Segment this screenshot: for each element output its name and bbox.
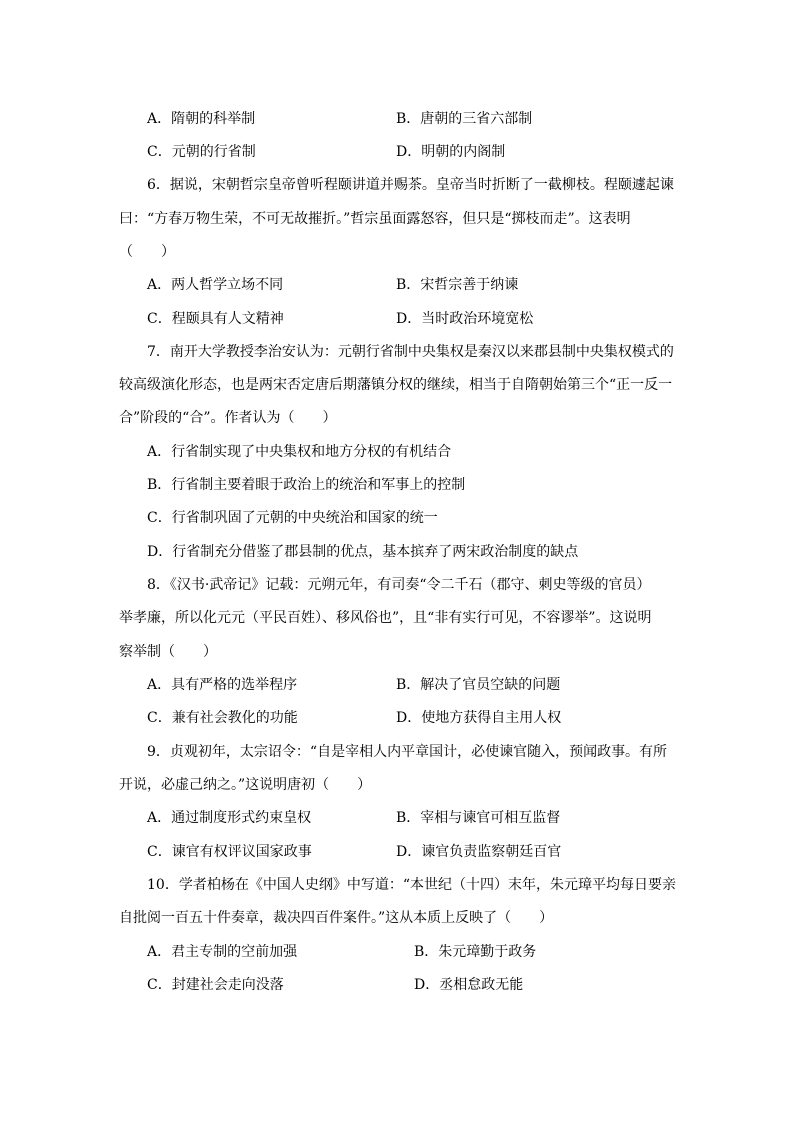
q7-stem-line-3: 合”阶段的“合”。作者认为（ ） bbox=[119, 410, 337, 426]
q6-stem-line-1: 6．据说，宋朝哲宗皇帝曾听程颐讲道并赐茶。皇帝当时折断了一截柳枝。程颐遽起谏 bbox=[147, 177, 674, 193]
q6-option-d[interactable]: D．当时政治环境宽松 bbox=[396, 311, 534, 327]
q10-stem-line-2: 自批阅一百五十件奏章，裁决四百件案件。”这从本质上反映了（ ） bbox=[119, 910, 554, 926]
q8-option-b[interactable]: B．解决了官员空缺的问题 bbox=[396, 677, 561, 693]
q5-option-d[interactable]: D．明朝的内阁制 bbox=[396, 144, 506, 160]
q8-option-d[interactable]: D．使地方获得自主用人权 bbox=[396, 710, 562, 726]
q7-stem-line-1: 7．南开大学教授李治安认为：元朝行省制中央集权是秦汉以来郡县制中央集权模式的 bbox=[147, 344, 674, 360]
q8-stem-line-3: 察举制（ ） bbox=[119, 644, 217, 660]
q5-option-c[interactable]: C．元朝的行省制 bbox=[147, 144, 256, 160]
q5-option-b[interactable]: B．唐朝的三省六部制 bbox=[396, 111, 533, 127]
q9-option-d[interactable]: D．谏官负责监察朝廷百官 bbox=[396, 844, 562, 860]
q6-option-b[interactable]: B．宋哲宗善于纳谏 bbox=[396, 277, 519, 293]
q8-stem-line-2: 举孝廉，所以化元元（平民百姓）、移风俗也”，且“非有实行可见，不容谬举”。这说明 bbox=[119, 610, 652, 626]
q8-option-a[interactable]: A．具有严格的选举程序 bbox=[147, 677, 298, 693]
q6-stem-line-3: （ ） bbox=[119, 244, 175, 260]
q10-option-c[interactable]: C．封建社会走向没落 bbox=[147, 977, 284, 993]
q6-option-a[interactable]: A．两人哲学立场不同 bbox=[147, 277, 284, 293]
q9-option-c[interactable]: C．谏官有权评议国家政事 bbox=[147, 844, 312, 860]
q10-option-b[interactable]: B．朱元璋勤于政务 bbox=[414, 944, 537, 960]
q8-option-c[interactable]: C．兼有社会教化的功能 bbox=[147, 710, 298, 726]
q9-option-a[interactable]: A．通过制度形式约束皇权 bbox=[147, 810, 312, 826]
q7-option-c[interactable]: C．行省制巩固了元朝的中央统治和国家的统一 bbox=[147, 510, 438, 526]
q9-option-b[interactable]: B．宰相与谏官可相互监督 bbox=[396, 810, 561, 826]
q9-stem-line-2: 开说，必虚己纳之。”这说明唐初（ ） bbox=[119, 777, 372, 793]
q10-stem-line-1: 10．学者柏杨在《中国人史纲》中写道：“本世纪（十四）末年，朱元璋平均每日要亲 bbox=[147, 877, 676, 893]
q7-option-b[interactable]: B．行省制主要着眼于政治上的统治和军事上的控制 bbox=[147, 477, 466, 493]
q7-option-a[interactable]: A．行省制实现了中央集权和地方分权的有机结合 bbox=[147, 444, 452, 460]
q9-stem-line-1: 9．贞观初年，太宗诏令：“自是宰相人内平章国计，必使谏官随入，预闻政事。有所 bbox=[147, 744, 668, 760]
q6-stem-line-2: 曰：“方春万物生荣，不可无故摧折。”哲宗虽面露怒容，但只是“掷枝而走”。这表明 bbox=[119, 211, 631, 227]
q10-option-a[interactable]: A．君主专制的空前加强 bbox=[147, 944, 298, 960]
q10-option-d[interactable]: D．丞相怠政无能 bbox=[414, 977, 524, 993]
q7-stem-line-2: 较高级演化形态，也是两宋否定唐后期藩镇分权的继续，相当于自隋朝始第三个“正一反一 bbox=[119, 377, 673, 393]
q8-stem-line-1: 8．《汉书·武帝记》记载：元朔元年，有司奏“令二千石（郡守、刺史等级的官员） bbox=[147, 577, 651, 593]
q7-option-d[interactable]: D．行省制充分借鉴了郡县制的优点，基本摈弃了两宋政治制度的缺点 bbox=[147, 544, 579, 560]
q5-option-a[interactable]: A．隋朝的科举制 bbox=[147, 111, 256, 127]
q6-option-c[interactable]: C．程颐具有人文精神 bbox=[147, 311, 284, 327]
